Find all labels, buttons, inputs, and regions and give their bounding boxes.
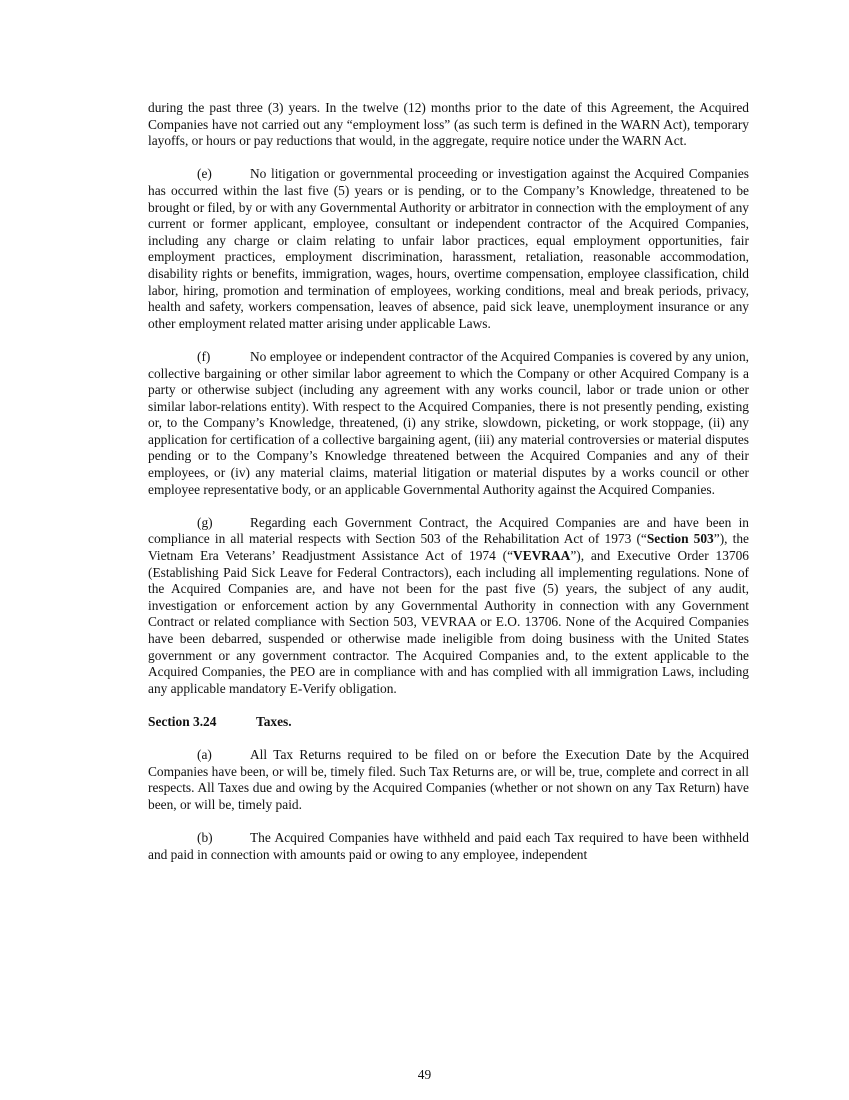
section-heading [148,714,749,731]
paragraph-f [148,349,749,498]
section-title: Taxes. [256,713,292,729]
document-page [148,100,749,880]
paragraph-text: No litigation or governmental proceeding or investigation against the Acquired Companies has occurred within the last five (5) years or is pending, or to the Company’s Knowledge, threatened to be brought or filed, by or with any Governmental Authority or arbitrator in connection with the employment of any current or former applicant, employee, consultant or independent contractor of the Acquired Companies, including any charge or claim relating to unfair labor practices, equal employment opportunities, fair employment practices, employment discrimination, harassment, retaliation, reasonable accommodation, disability rights or benefits, immigration, wages, hours, overtime compensation, employee classification, child labor, hiring, promotion and termination of employees, working conditions, meal and break periods, privacy, health and safety, workers compensation, leaves of absence, paid sick leave, unemployment insurance or any other employment related matter arising under applicable Laws. [148,166,749,331]
paragraph-g [148,515,749,698]
paragraph-b [148,830,749,863]
paragraph-text: ”), the Vietnam Era Veterans’ Readjustment Assistance Act of 1974 (“ [148,531,749,564]
paragraph-text: All Tax Returns required to be filed on or before the Execution Date by the Acquired Companies have been, or will be, timely filed. Such Tax Returns are, or will be, true, complete and correct in all respects. All Taxes due and owing by the Acquired Companies (whether or not shown on any Tax Return) have been, or will be, timely paid. [148,747,749,812]
defined-term: VEVRAA [513,548,571,564]
paragraph-text: during the past three (3) years. In the twelve (12) months prior to the date of this Agreement, the Acquired Companies have not carried out any “employment loss” (as such term is defined in the WARN Act), temporary layoffs, or hours or pay reductions that would, in the aggregate, require notice under the WARN Act. [148,100,749,149]
paragraph-text: No employee or independent contractor of the Acquired Companies is covered by any union, collective bargaining or other similar labor agreement to which the Company or other Acquired Company is a party or otherwise subject (including any agreement with any works council, labor or trade union or other similar labor-relations entity). With respect to the Acquired Companies, there is not presently pending, existing or, to the Company’s Knowledge, threatened, (i) any strike, slowdown, picketing, or work stoppage, (ii) any application for certification of a collective bargaining agent, (iii) any material controversies or material disputes pending or to the Company’s Knowledge threatened between the Acquired Companies and any of their employees, or (iv) any material claims, material litigation or material disputes by a works council or other employee representative body, or an applicable Governmental Authority against the Acquired Companies. [148,348,749,497]
paragraph-label: (e) [197,166,212,182]
section-number: Section 3.24 [148,713,217,729]
paragraph-text: Regarding each Government Contract, the Acquired Companies are and have been in compliance in all material respects with Section 503 of the Rehabilitation Act of 1973 (“ [148,514,749,547]
defined-term: Section 503 [646,531,714,547]
paragraph-a [148,747,749,813]
paragraph-text: ”), and Executive Order 13706 (Establishing Paid Sick Leave for Federal Contractors), each including all implementing regulations. None of the Acquired Companies are, and have not been for the past five (5) years, the subject of any audit, investigation or enforcement action by any Governmental Authority in connection with any Government Contract or related compliance with Section 503, VEVRAA or E.O. 13706. None of the Acquired Companies have been debarred, suspended or otherwise made ineligible from doing business with the United States government or any government contractor. The Acquired Companies and, to the extent applicable to the Acquired Companies, the PEO are in compliance with and has complied with all immigration Laws, including any applicable mandatory E-Verify obligation. [148,548,750,696]
paragraph-label: (f) [197,348,211,364]
paragraph-label: (a) [197,747,212,763]
paragraph-label: (g) [197,514,213,530]
paragraph-label: (b) [197,830,213,846]
paragraph-text: The Acquired Companies have withheld and paid each Tax required to have been withheld and paid in connection with amounts paid or owing to any employee, independent [148,830,749,862]
paragraph-continuation [148,100,749,150]
paragraph-e [148,166,749,332]
page-number: 49 [417,1067,432,1082]
